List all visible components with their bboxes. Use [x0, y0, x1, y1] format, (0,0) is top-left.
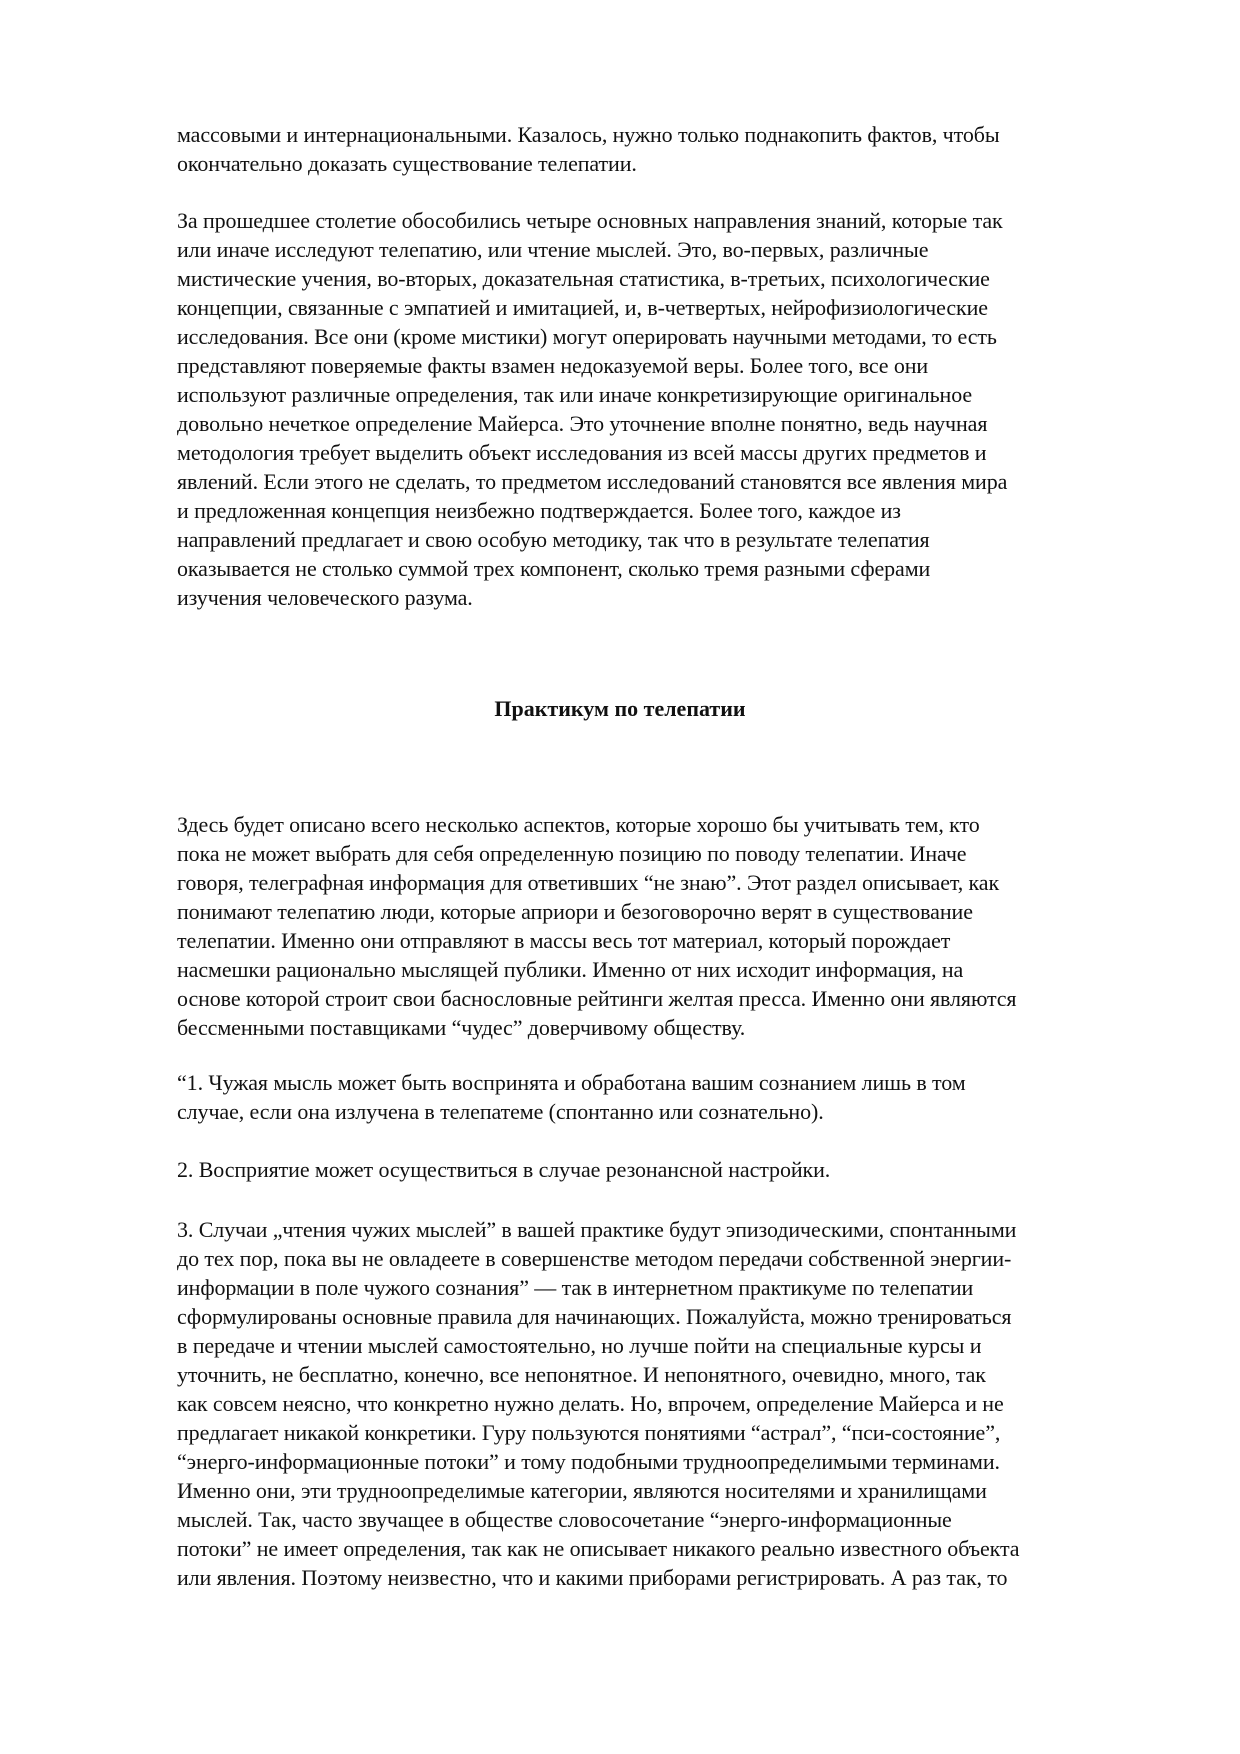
text-line: оказывается не столько суммой трех компонент, сколько тремя разными сферами [177, 556, 931, 581]
text-line: “1. Чужая мысль может быть воспринята и обработана вашим сознанием лишь в том [177, 1070, 966, 1095]
paragraph-rule-1 [177, 1068, 1167, 1126]
text-line: используют различные определения, так или иначе конкретизирующие оригинальное [177, 382, 973, 407]
text-line: или иначе исследуют телепатию, или чтение мыслей. Это, во-первых, различные [177, 237, 929, 262]
paragraph-1 [177, 120, 1167, 178]
paragraph-rule-3 [177, 1215, 1167, 1592]
text-line: случае, если она излучена в телепатеме (спонтанно или сознательно). [177, 1099, 824, 1124]
text-line: 3. Случаи „чтения чужих мыслей” в вашей практике будут эпизодическими, спонтанными [177, 1217, 1017, 1242]
text-line: бессменными поставщиками “чудес” доверчивому обществу. [177, 1015, 746, 1040]
text-line: информации в поле чужого сознания” — так в интернетном практикуме по телепатии [177, 1275, 974, 1300]
text-line: довольно нечеткое определение Майерса. Это уточнение вполне понятно, ведь научная [177, 411, 988, 436]
text-line: За прошедшее столетие обособились четыре основных направления знаний, которые так [177, 208, 1003, 233]
text-line: массовыми и интернациональными. Казалось, нужно только поднакопить фактов, чтобы [177, 122, 1000, 147]
text-line: мыслей. Так, часто звучащее в обществе словосочетание “энерго-информационные [177, 1507, 952, 1532]
text-line: пока не может выбрать для себя определенную позицию по поводу телепатии. Иначе [177, 841, 967, 866]
text-line: или явления. Поэтому неизвестно, что и какими приборами регистрировать. А раз так, то [177, 1565, 1008, 1590]
text-line: потоки” не имеет определения, так как не описывает никакого реально известного объекта [177, 1536, 1020, 1561]
text-line: “энерго-информационные потоки” и тому подобными трудноопределимыми терминами. [177, 1449, 1000, 1474]
text-line: основе которой строит свои баснословные рейтинги желтая пресса. Именно они являются [177, 986, 1017, 1011]
text-line: в передаче и чтении мыслей самостоятельно, но лучше пойти на специальные курсы и [177, 1333, 982, 1358]
text-line: до тех пор, пока вы не овладеете в совершенстве методом передачи собственной энергии- [177, 1246, 1012, 1271]
paragraph-rule-2 [177, 1155, 1167, 1184]
text-line: исследования. Все они (кроме мистики) могут оперировать научными методами, то есть [177, 324, 997, 349]
text-line: и предложенная концепция неизбежно подтверждается. Более того, каждое из [177, 498, 901, 523]
text-line: говоря, телеграфная информация для ответивших “не знаю”. Этот раздел описывает, как [177, 870, 1000, 895]
text-line: понимают телепатию люди, которые априори и безоговорочно верят в существование [177, 899, 973, 924]
section-heading: Практикум по телепатии [494, 696, 746, 721]
text-line: 2. Восприятие может осуществиться в случае резонансной настройки. [177, 1157, 831, 1182]
text-line: концепции, связанные с эмпатией и имитацией, и, в-четвертых, нейрофизиологические [177, 295, 988, 320]
text-line: Именно они, эти трудноопределимые категории, являются носителями и хранилищами [177, 1478, 987, 1503]
paragraph-2 [177, 206, 1167, 612]
text-line: мистические учения, во-вторых, доказательная статистика, в-третьих, психологические [177, 266, 990, 291]
text-line: представляют поверяемые факты взамен недоказуемой веры. Более того, все они [177, 353, 929, 378]
text-line: изучения человеческого разума. [177, 585, 473, 610]
text-line: сформулированы основные правила для начинающих. Пожалуйста, можно тренироваться [177, 1304, 1012, 1329]
text-line: явлений. Если этого не сделать, то предметом исследований становятся все явления мира [177, 469, 1008, 494]
text-line: насмешки рационально мыслящей публики. Именно от них исходит информация, на [177, 957, 964, 982]
text-line: направлений предлагает и свою особую методику, так что в результате телепатия [177, 527, 930, 552]
paragraph-3 [177, 810, 1167, 1042]
text-line: Здесь будет описано всего несколько аспектов, которые хорошо бы учитывать тем, кто [177, 812, 980, 837]
text-line: предлагает никакой конкретики. Гуру пользуются понятиями “астрал”, “пси-состояние”, [177, 1420, 1001, 1445]
text-line: телепатии. Именно они отправляют в массы весь тот материал, который порождает [177, 928, 951, 953]
text-line: окончательно доказать существование телепатии. [177, 151, 637, 176]
text-line: методология требует выделить объект исследования из всей массы других предметов и [177, 440, 987, 465]
text-line: как совсем неясно, что конкретно нужно делать. Но, впрочем, определение Майерса и не [177, 1391, 1004, 1416]
text-line: уточнить, не бесплатно, конечно, все непонятное. И непонятного, очевидно, много, так [177, 1362, 986, 1387]
